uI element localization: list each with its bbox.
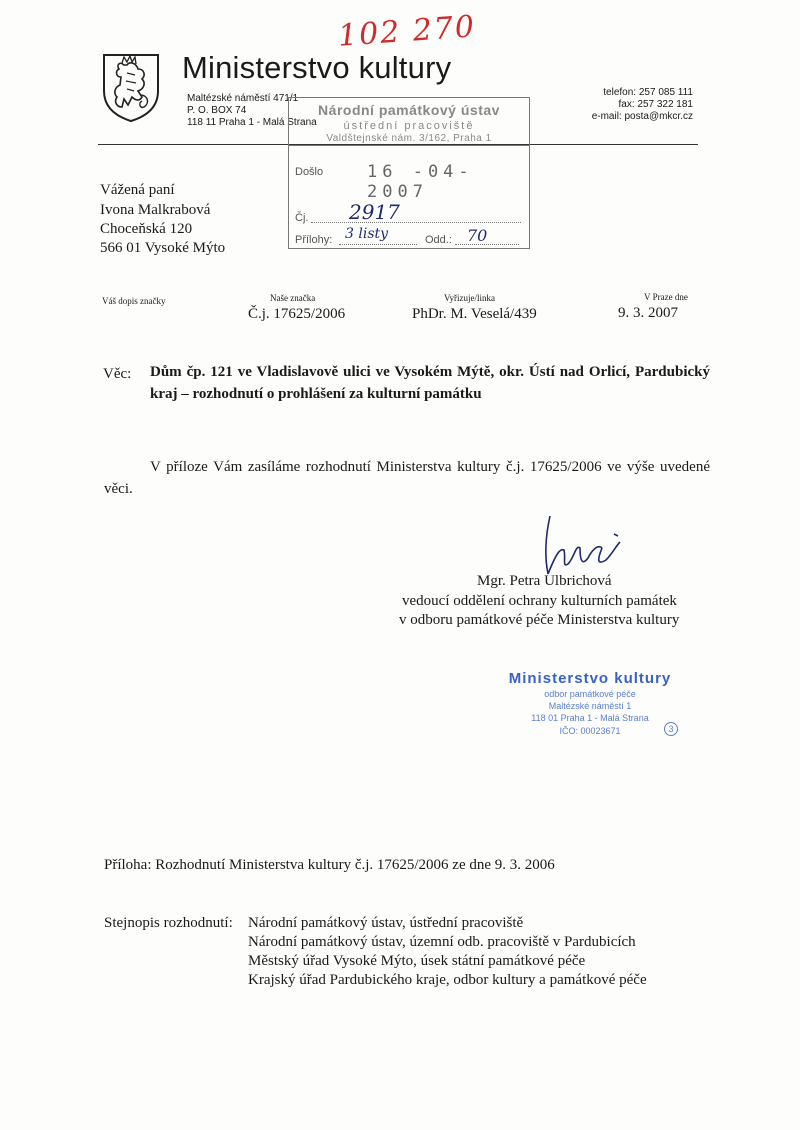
handled-by-value: PhDr. M. Veselá/439 [412,306,537,322]
date-label: V Praze dne [644,292,688,302]
stamp-attachments-label: Přílohy: [295,234,333,246]
seal-street: Maltézské náměstí 1 [548,701,632,711]
recipient-name: Ivona Malkrabová [100,202,211,218]
official-seal [500,670,680,750]
stamp-attachments-value: 3 listy [345,226,389,242]
stamp-dotted-line [339,244,417,245]
phone-number: telefon: 257 085 111 [603,87,693,98]
stamp-received-label: Došlo [295,166,324,178]
email-address: e-mail: posta@mkcr.cz [591,111,693,122]
copy-recipient: Národní památkový ústav, územní odb. pracoviště v Pardubicích [248,934,636,950]
letter-date: 9. 3. 2007 [618,305,678,321]
seal-title: Ministerstvo kultury [508,670,672,687]
our-reference-label: Naše značka [270,293,316,303]
seal-ico: IČO: 00023671 [559,726,621,736]
czech-lion-crest-icon [100,51,162,123]
address-line: P. O. BOX 74 [187,105,247,116]
stamp-received-date: 16 -04- 2007 [367,162,474,202]
recipient-salutation: Vážená paní [100,182,175,198]
copy-recipient: Městský úřad Vysoké Mýto, úsek státní památkové péče [248,953,586,969]
copy-recipient: Národní památkový ústav, ústřední pracoviště [248,915,524,931]
subject-label: Věc: [103,366,132,382]
handwritten-registry-number: 102 270 [336,9,478,54]
letter-body: V příloze Vám zasíláme rozhodnutí Ministerstva kultury č.j. 17625/2006 ve výše uvedené věci. [104,459,710,497]
attachment-line: Příloha: Rozhodnutí Ministerstva kultury č.j. 17625/2006 ze dne 9. 3. 2006 [104,857,555,873]
handled-by-label: Vyřizuje/linka [444,293,495,303]
stamp-organization-address: Valdštejnské nám. 3/162, Praha 1 [326,133,492,144]
stamp-dotted-line [311,222,521,223]
recipient-street: Choceňská 120 [100,221,193,237]
signatory-name: Mgr. Petra Ulbrichová [477,573,612,589]
ministry-title: Ministerstvo kultury [182,50,452,85]
subject-text: Dům čp. 121 ve Vladislavově ulici ve Vysokém Mýtě, okr. Ústí nad Orlicí, Pardubický kraj – rozhodnutí o prohlášení za kulturní památku [150,364,710,402]
copy-recipient: Krajský úřad Pardubického kraje, odbor kultury a památkové péče [248,972,647,988]
receipt-stamp [288,97,530,249]
stamp-department-label: Odd.: [425,234,452,246]
signatory-department: v odboru památkové péče Ministerstva kultury [399,612,680,628]
fax-number: fax: 257 322 181 [618,99,693,110]
our-reference-value: Č.j. 17625/2006 [248,306,346,322]
your-reference-label: Váš dopis značky [102,296,166,306]
stamp-cj-label: Čj. [295,212,309,224]
stamp-divider [289,145,529,146]
address-line: Maltézské náměstí 471/1 [187,93,299,104]
stamp-organization: Národní památkový ústav [318,102,500,118]
stamp-organization-unit: ústřední pracoviště [343,120,475,132]
copies-label: Stejnopis rozhodnutí: [104,915,233,931]
seal-number: 3 [664,722,678,736]
recipient-city: 566 01 Vysoké Mýto [100,240,226,256]
stamp-cj-value: 2917 [349,200,400,224]
signatory-position: vedoucí oddělení ochrany kulturních památek [402,593,677,609]
seal-city: 118 01 Praha 1 - Malá Strana [531,713,649,723]
address-line: 118 11 Praha 1 - Malá Strana [187,117,317,128]
stamp-department-value: 70 [467,226,488,245]
seal-department: odbor památkové péče [544,689,636,699]
